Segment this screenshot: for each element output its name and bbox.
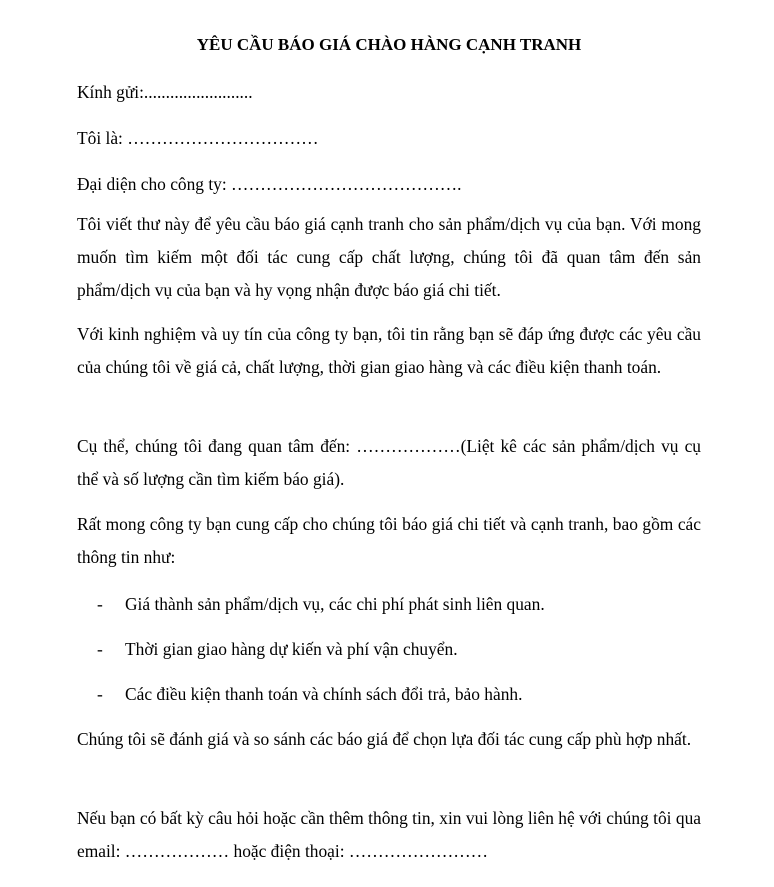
bullet-item: [97, 638, 458, 660]
bullet-text: Các điều kiện thanh toán và chính sách đổi trả, bảo hành.: [125, 684, 523, 704]
document-title: YÊU CẦU BÁO GIÁ CHÀO HÀNG CẠNH TRANH: [196, 35, 582, 54]
sender-name-line: Tôi là: ……………………………: [77, 128, 319, 148]
bullet-text: Giá thành sản phẩm/dịch vụ, các chi phí phát sinh liên quan.: [125, 594, 545, 614]
company-line: Đại diện cho công ty: ………………………………….: [77, 174, 462, 194]
bullet-dash: -: [97, 639, 103, 659]
intro-paragraph: Tôi viết thư này để yêu cầu báo giá cạnh tranh cho sản phẩm/dịch vụ của bạn. Với mong muốn tìm kiếm một đối tác cung cấp chất lượng, chúng tôi đã quan tâm đến sản phẩm/dịch vụ của bạn và hy vọng nhận được báo giá chi tiết.: [77, 214, 701, 300]
evaluation-paragraph: Chúng tôi sẽ đánh giá và so sánh các báo giá để chọn lựa đối tác cung cấp phù hợp nhất.: [77, 729, 692, 749]
recipient-line: Kính gửi:.........................: [77, 82, 253, 102]
bullet-item: [97, 683, 522, 705]
bullet-text: Thời gian giao hàng dự kiến và phí vận chuyển.: [125, 639, 458, 659]
bullet-dash: -: [97, 594, 103, 614]
bullet-dash: -: [97, 684, 103, 704]
trust-paragraph: Với kinh nghiệm và uy tín của công ty bạn, tôi tin rằng bạn sẽ đáp ứng được các yêu cầu của chúng tôi về giá cả, chất lượng, thời gian giao hàng và các điều kiện thanh toán.: [77, 324, 701, 377]
contact-paragraph: Nếu bạn có bất kỳ câu hỏi hoặc cần thêm thông tin, xin vui lòng liên hệ với chúng tôi qua email: ……………… hoặc điện thoại: ……………………: [77, 808, 701, 861]
details-paragraph: Cụ thể, chúng tôi đang quan tâm đến: ………………(Liệt kê các sản phẩm/dịch vụ cụ thể và số lượng cần tìm kiếm báo giá).: [77, 436, 701, 489]
bullet-item: [97, 593, 545, 615]
request-paragraph: Rất mong công ty bạn cung cấp cho chúng tôi báo giá chi tiết và cạnh tranh, bao gồm các thông tin như:: [77, 514, 701, 567]
